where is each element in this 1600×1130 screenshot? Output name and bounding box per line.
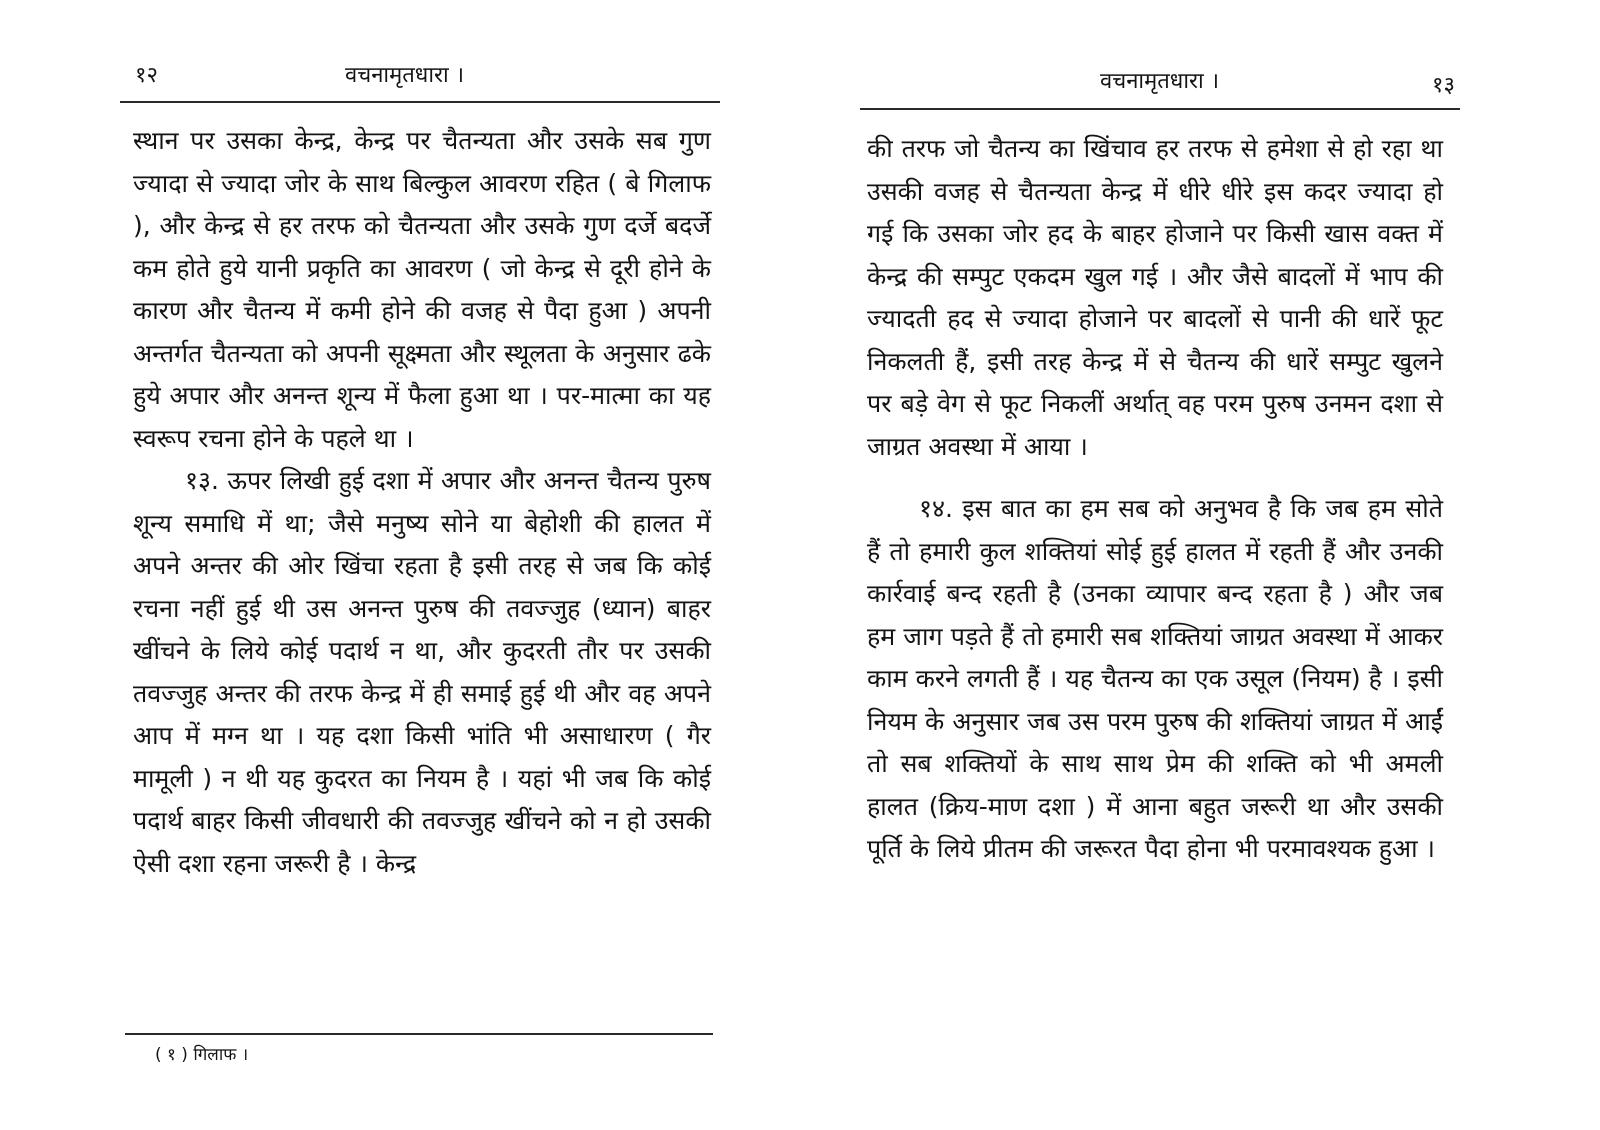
footnote-rule bbox=[125, 1033, 713, 1035]
left-running-header: वचनामृतधारा । bbox=[345, 63, 465, 88]
right-body-text bbox=[867, 128, 1443, 871]
right-running-header: वचनामृतधारा । bbox=[1100, 69, 1220, 94]
right-page bbox=[800, 0, 1600, 1130]
footnote: ( १ ) गिलाफ । bbox=[155, 1045, 249, 1065]
right-paragraph-14: १४. इस बात का हम सब को अनुभव है कि जब हम सोते हैं तो हमारी कुल शक्तियां सोई हुई हालत में रहती हैं और उनकी कार्रवाई बन्द रहती है (उनका व्यापार बन्द रहता है ) और जब हम जाग पड़ते हैं तो हमारी सब शक्तियां जाग्रत अवस्था में आकर काम करने लगती हैं । यह चैतन्य का एक उसूल (नियम) है । इसी नियम के अनुसार जब उस परम पुरुष की शक्तियां जाग्रत में आईं तो सब शक्तियों के साथ साथ प्रेम की शक्ति को भी अमली हालत (क्रिय-माण दशा ) में आना बहुत जरूरी था और उसकी पूर्ति के लिये प्रीतम की जरूरत पैदा होना भी परमावश्यक हुआ । bbox=[867, 494, 1443, 863]
right-page-number: १३ bbox=[1432, 73, 1455, 98]
left-body-text bbox=[133, 120, 711, 885]
left-paragraph-13: १३. ऊपर लिखी हुई दशा में अपार और अनन्त चैतन्य पुरुष शून्य समाधि में था; जैसे मनुष्य सोने या बेहोशी की हालत में अपने अन्तर की ओर खिंचा रहता है इसी तरह से जब कि कोई रचना नहीं हुई थी उस अनन्त पुरुष की तवज्जुह (ध्यान) बाहर खींचने के लिये कोई पदार्थ न था, और कुदरती तौर पर उसकी तवज्जुह अन्तर की तरफ केन्द्र में ही समाई हुई थी और वह अपने आप में मग्न था । यह दशा किसी भांति भी असाधारण ( गैर मामूली ) न थी यह कुदरत का नियम है । यहां भी जब कि कोई पदार्थ बाहर किसी जीवधारी की तवज्जुह खींचने को न हो उसकी ऐसी दशा रहना जरूरी है । केन्द्र bbox=[133, 466, 711, 878]
right-paragraph-continued: की तरफ जो चैतन्य का खिंचाव हर तरफ से हमेशा से हो रहा था उसकी वजह से चैतन्यता केन्द्र में धीरे धीरे इस कदर ज्यादा हो गई कि उसका जोर हद के बाहर होजाने पर किसी खास वक्त में केन्द्र की सम्पुट एकदम खुल गई । और जैसे बादलों में भाप की ज्यादती हद से ज्यादा होजाने पर बादलों से पानी की धारें फूट निकलती हैं, इसी तरह केन्द्र में से चैतन्य की धारें सम्पुट खुलने पर बड़े वेग से फूट निकलीं अर्थात् वह परम पुरुष उनमन दशा से जाग्रत अवस्था में आया । bbox=[867, 134, 1443, 461]
right-header-rule bbox=[860, 108, 1460, 110]
left-header-rule bbox=[120, 101, 720, 103]
left-paragraph-continued: स्थान पर उसका केन्द्र, केन्द्र पर चैतन्यता और उसके सब गुण ज्यादा से ज्यादा जोर के साथ बिल्कुल आवरण रहित ( बे गिलाफ ), और केन्द्र से हर तरफ को चैतन्यता और उसके गुण दर्जे बदर्जे कम होते हुये यानी प्रकृति का आवरण ( जो केन्द्र से दूरी होने के कारण और चैतन्य में कमी होने की वजह से पैदा हुआ ) अपनी अन्तर्गत चैतन्यता को अपनी सूक्ष्मता और स्थूलता के अनुसार ढके हुये अपार और अनन्त शून्य में फैला हुआ था । पर-मात्मा का यह स्वरूप रचना होने के पहले था । bbox=[133, 126, 711, 453]
left-page-number: १२ bbox=[135, 63, 158, 88]
